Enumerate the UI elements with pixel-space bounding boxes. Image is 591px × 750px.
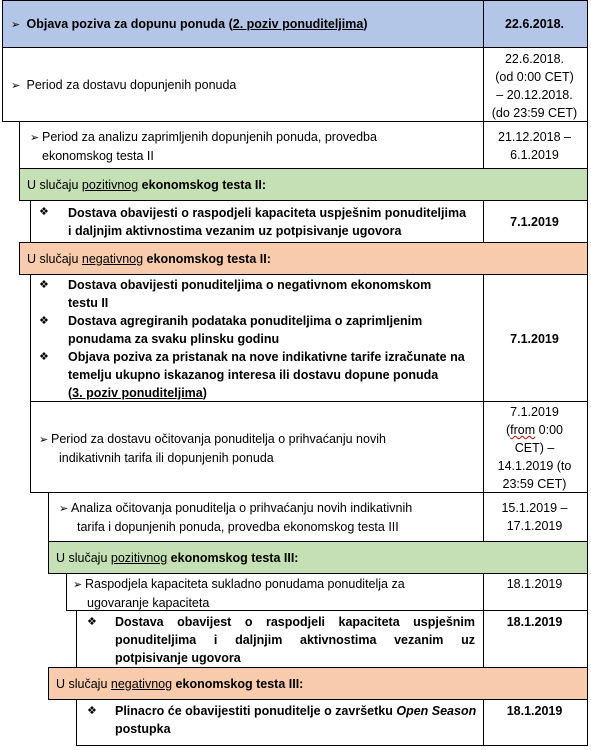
row-analysis-test-3-text: ➢ Analiza očitovanja ponuditelja o prihvaćanju novih indikativnih tarifa i dopunjenih ponuda, provedba ekonomskog testa III (59, 501, 413, 534)
row-open-season-end (76, 699, 588, 746)
row-open-season-end-date: 18.1.2019 (506, 704, 563, 718)
row-capacity-notice-2 (76, 610, 588, 668)
arrow-bullet-icon: ➢ (59, 502, 69, 515)
section-positive-test-2 (19, 168, 588, 201)
row-negative-actions-date: 7.1.2019 (510, 332, 559, 346)
diamond-bullet-icon: ❖ (39, 314, 49, 327)
row-capacity-allocation-date: 18.1.2019 (506, 577, 563, 591)
row-analysis-test-2-text: ➢ Period za analizu zaprimljenih dopunjenih ponuda, provedba ekonomskog testa II (30, 130, 377, 163)
row-analysis-test-3-date: 15.1.2019 – 17.1.2019 (501, 501, 568, 533)
row-submission-period (2, 47, 588, 122)
row-capacity-notice-2-date: 18.1.2019 (506, 615, 563, 629)
diamond-bullet-icon: ❖ (39, 278, 49, 291)
row-response-period (30, 401, 588, 493)
arrow-bullet-icon: ➢ (11, 18, 21, 31)
row-negative-actions (30, 274, 588, 402)
section-negative-test-3-label: U slučaju negativnog ekonomskog testa III: (56, 677, 304, 691)
row-capacity-notice-1-text: Dostava obavijesti o raspodjeli kapaciteta uspješnim ponuditeljima i daljnjim aktivnostima vezanim uz potpisivanje ugovora (68, 206, 467, 238)
row-submission-period-date: 22.6.2018. (od 0:00 CET) – 20.12.2018. (do 23:59 CET) (491, 52, 578, 120)
row-analysis-test-2 (19, 121, 588, 169)
row-invitation-2-date: 22.6.2018. (504, 17, 565, 31)
section-positive-test-3 (48, 541, 588, 574)
row-capacity-notice-1-date: 7.1.2019 (510, 215, 559, 229)
diamond-bullet-icon: ❖ (87, 704, 97, 717)
row-invitation-2 (2, 0, 588, 48)
section-negative-test-3 (48, 667, 588, 700)
row-capacity-notice-1 (30, 200, 588, 243)
row-analysis-test-3 (48, 492, 588, 542)
arrow-bullet-icon: ➢ (39, 433, 49, 446)
row-response-period-date: 7.1.2019 (from 0:00 CET) – 14.1.2019 (to 23:59 CET) (497, 405, 572, 491)
diamond-bullet-icon: ❖ (39, 350, 49, 363)
diamond-bullet-icon: ❖ (39, 205, 49, 218)
arrow-bullet-icon: ➢ (30, 131, 40, 144)
row-response-period-text: ➢ Period za dostavu očitovanja ponuditelja o prihvaćanju novih indikativnih tarifa ili dopunjenih ponuda (39, 432, 386, 465)
row-open-season-end-text: Plinacro će obavijestiti ponuditelje o završetku Open Season postupka (115, 704, 477, 736)
section-negative-test-2-label: U slučaju negativnog ekonomskog testa II: (27, 252, 271, 266)
row-invitation-2-text: ➢ Objava poziva za dopunu ponuda (2. poziv ponuditeljima) (11, 15, 368, 34)
row-analysis-test-2-date: 21.12.2018 – 6.1.2019 (498, 130, 571, 162)
row-negative-actions-text: Dostava obavijesti ponuditeljima o negativnom ekonomskom testu II Dostava agregiranih podataka ponuditeljima o zaprimljenim ponudama za svaku plinsku godinu Objava poziva za pristanak na nove indikativne tarife izračunate na temelju ukupno iskazanog interesa ili dostavu dopune ponuda (3. poziv ponuditeljima) (68, 278, 465, 400)
row-capacity-allocation-text: ➢ Raspodjela kapaciteta sukladno ponudama ponuditelja za ugovaranje kapaciteta (73, 577, 405, 610)
section-negative-test-2 (19, 242, 588, 275)
section-positive-test-2-label: U slučaju pozitivnog ekonomskog testa II: (27, 178, 266, 192)
diamond-bullet-icon: ❖ (87, 615, 97, 628)
arrow-bullet-icon: ➢ (73, 578, 83, 591)
arrow-bullet-icon: ➢ (11, 79, 21, 92)
row-capacity-allocation (66, 573, 588, 611)
row-submission-period-text: ➢ Period za dostavu dopunjenih ponuda (11, 76, 236, 95)
section-positive-test-3-label: U slučaju pozitivnog ekonomskog testa III: (56, 551, 299, 565)
row-capacity-notice-2-text: Dostava obavijest o raspodjeli kapaciteta uspješnim ponuditeljima i daljnjim aktivnostima vezanim uz potpisivanje ugovora (115, 615, 475, 665)
